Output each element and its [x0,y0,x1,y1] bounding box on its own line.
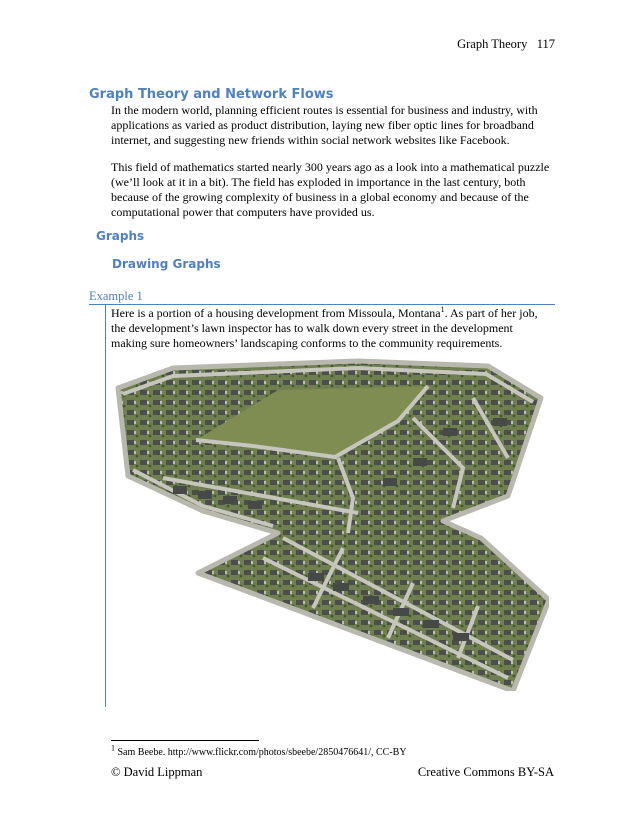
example-text-before: Here is a portion of a housing development from Missoula, Montana [111,306,441,320]
footnote-reference[interactable]: 1 [440,305,445,314]
footer-copyright: © David Lippman [111,765,203,779]
example-top-rule [89,304,555,305]
subsubsection-title: Drawing Graphs [112,257,221,271]
example-text-after: . As part of her job, the development’s lawn inspector has to walk down every street in the development making sure homeowners’ landscaping conforms to the community requirements. [111,306,538,350]
housing-development-aerial-photo [113,358,549,691]
example-left-bar [105,305,106,707]
history-paragraph: This field of mathematics started nearly 300 years ago as a look into a mathematical puzzle (we’ll look at it in a bit). The field has exploded in importance in the last century, both because of the growing complexity of business in a global economy and because of the computational power that computers have provided us. [111,160,550,219]
page-number: 117 [536,37,555,51]
footer-license: Creative Commons BY-SA [417,765,554,779]
section-title: Graph Theory and Network Flows [89,87,334,102]
running-title: Graph Theory [457,37,528,51]
example-label: Example 1 [89,289,143,303]
footnote-mark: 1 [111,743,115,753]
example-paragraph [111,306,551,351]
footnote-rule [111,740,259,741]
running-header [457,37,555,52]
footnote-text: Sam Beebe. http://www.flickr.com/photos/sbeebe/2850476641/, CC-BY [115,747,407,758]
subsection-title: Graphs [96,229,145,243]
footnote [111,743,407,758]
intro-paragraph: In the modern world, planning efficient routes is essential for business and industry, with applications as varied as product distribution, laying new fiber optic lines for broadband internet, and suggesting new friends within social network websites like Facebook. [111,103,538,147]
